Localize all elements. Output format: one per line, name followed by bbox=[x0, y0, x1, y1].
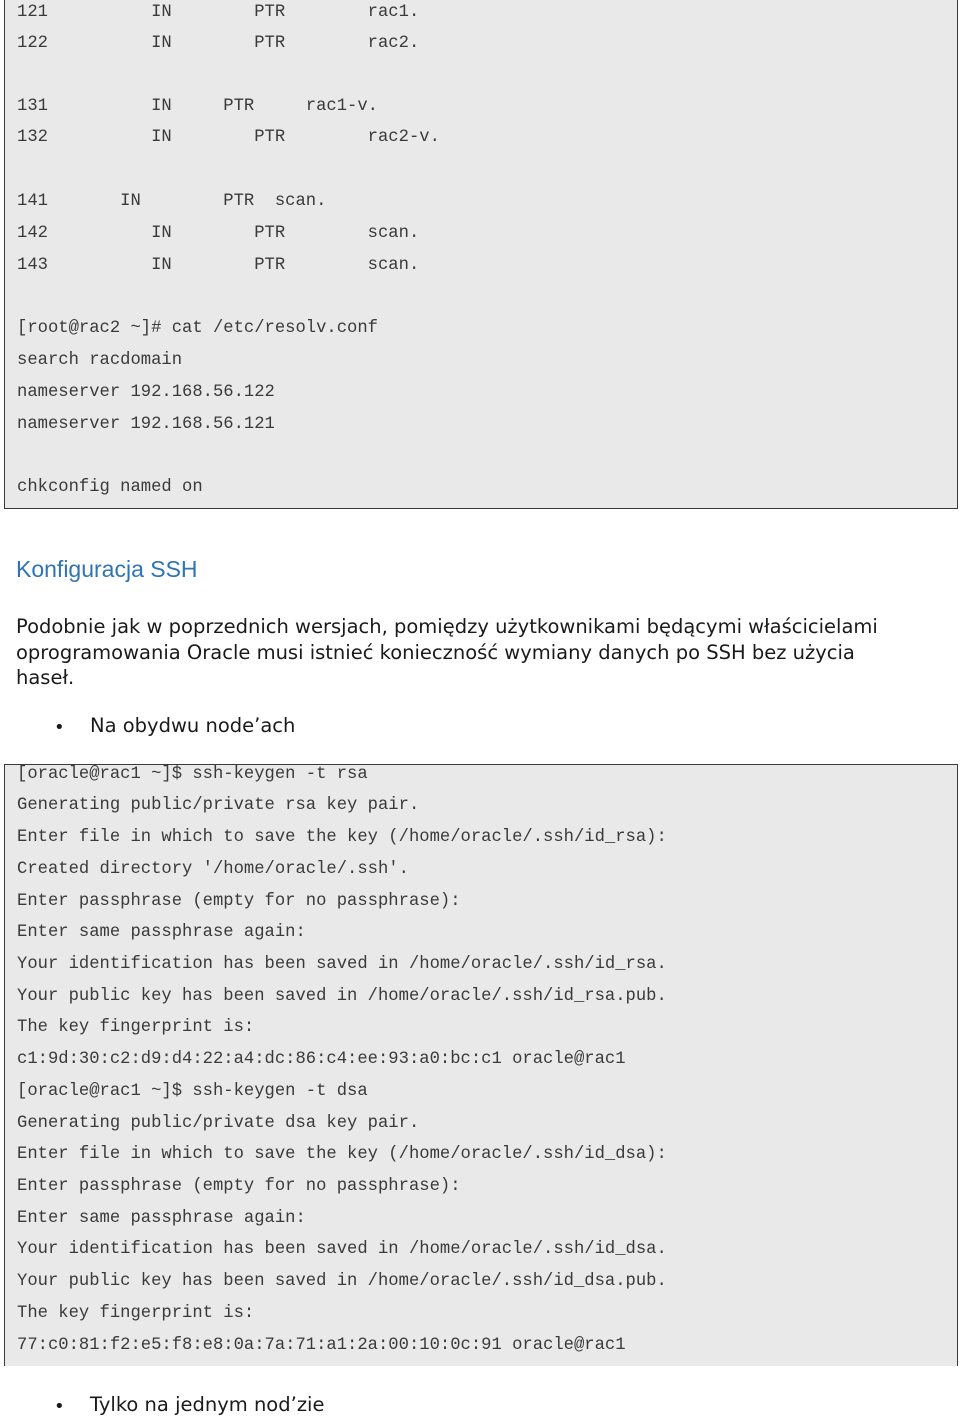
bullet-item-both-nodes: Na obydwu node’ach bbox=[90, 714, 296, 737]
code-line: search racdomain bbox=[17, 351, 183, 370]
intro-paragraph bbox=[16, 614, 946, 691]
code-line: 142 IN PTR scan. bbox=[17, 224, 420, 243]
code-line: [oracle@rac1 ~]$ ssh-keygen -t dsa bbox=[17, 1082, 368, 1101]
code-line: 143 IN PTR scan. bbox=[17, 256, 420, 275]
code-line: Enter same passphrase again: bbox=[17, 1209, 306, 1228]
ssh-keygen-code-block bbox=[4, 764, 958, 1366]
code-line: Enter same passphrase again: bbox=[17, 923, 306, 942]
code-line: [root@rac2 ~]# cat /etc/resolv.conf bbox=[17, 319, 378, 338]
paragraph-line: oprogramowania Oracle musi istnieć konieczność wymiany danych po SSH bez użycia bbox=[16, 640, 855, 664]
code-line: nameserver 192.168.56.121 bbox=[17, 415, 275, 434]
code-line: Your public key has been saved in /home/oracle/.ssh/id_rsa.pub. bbox=[17, 987, 667, 1006]
code-line: nameserver 192.168.56.122 bbox=[17, 383, 275, 402]
section-heading: Konfiguracja SSH bbox=[16, 556, 198, 582]
code-line: 77:c0:81:f2:e5:f8:e8:0a:7a:71:a1:2a:00:10:0c:91 oracle@rac1 bbox=[17, 1336, 626, 1355]
code-line: 121 IN PTR rac1. bbox=[17, 3, 420, 22]
code-line: 141 IN PTR scan. bbox=[17, 192, 327, 211]
code-line: Your identification has been saved in /home/oracle/.ssh/id_rsa. bbox=[17, 955, 667, 974]
bullet-item-one-node: Tylko na jednym nod’zie bbox=[90, 1393, 325, 1416]
code-line: Enter file in which to save the key (/home/oracle/.ssh/id_rsa): bbox=[17, 828, 667, 847]
code-line: [oracle@rac1 ~]$ ssh-keygen -t rsa bbox=[17, 765, 368, 784]
code-line: 132 IN PTR rac2-v. bbox=[17, 128, 440, 147]
code-line: c1:9d:30:c2:d9:d4:22:a4:dc:86:c4:ee:93:a0:bc:c1 oracle@rac1 bbox=[17, 1050, 626, 1069]
code-line: Your public key has been saved in /home/oracle/.ssh/id_dsa.pub. bbox=[17, 1272, 667, 1291]
code-line: Enter passphrase (empty for no passphrase): bbox=[17, 892, 461, 911]
code-line: Enter file in which to save the key (/home/oracle/.ssh/id_dsa): bbox=[17, 1145, 667, 1164]
paragraph-line: haseł. bbox=[16, 666, 75, 689]
code-line: Generating public/private rsa key pair. bbox=[17, 796, 420, 815]
code-line: Created directory '/home/oracle/.ssh'. bbox=[17, 860, 409, 879]
code-line: Generating public/private dsa key pair. bbox=[17, 1114, 420, 1133]
code-line: 122 IN PTR rac2. bbox=[17, 34, 420, 53]
paragraph-line: Podobnie jak w poprzednich wersjach, pomiędzy użytkownikami będącymi właścicielami bbox=[16, 615, 878, 638]
code-line: 131 IN PTR rac1-v. bbox=[17, 97, 378, 116]
code-line: The key fingerprint is: bbox=[17, 1018, 255, 1037]
code-line: Enter passphrase (empty for no passphrase): bbox=[17, 1177, 461, 1196]
code-line: chkconfig named on bbox=[17, 478, 203, 497]
bullet-icon: • bbox=[54, 717, 65, 738]
code-line: Your identification has been saved in /home/oracle/.ssh/id_dsa. bbox=[17, 1240, 667, 1259]
bullet-icon: • bbox=[54, 1396, 65, 1417]
dns-config-code-block bbox=[4, 0, 958, 509]
code-line: The key fingerprint is: bbox=[17, 1304, 255, 1323]
